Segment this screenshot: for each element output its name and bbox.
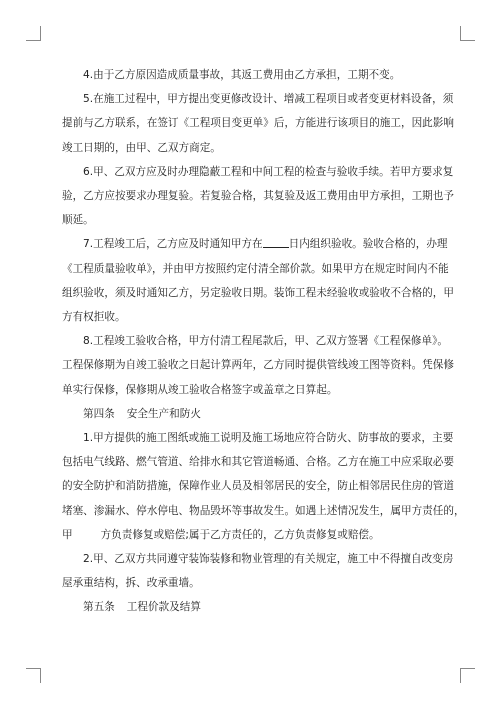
section-5-title: 工程价款及结算 — [126, 601, 201, 614]
section-4-number: 第四条 — [83, 407, 115, 420]
clause-7-line-1-part-a: 7.工程竣工后，乙方应及时通知甲方在 — [83, 238, 263, 251]
section-5-number: 第五条 — [83, 601, 115, 614]
clause-7-line-2: 《工程质量验收单》，并由甲方按照约定付清全部价款。如果甲方在规定时间内不能 — [62, 262, 449, 275]
section-4-clause-1 — [62, 426, 465, 547]
clause-7 — [62, 232, 454, 329]
clause-5-line-3: 竣工日期的，由甲、乙双方商定。 — [62, 141, 221, 154]
fill-in-blank-days[interactable] — [263, 235, 289, 248]
crop-mark-bottom-right — [460, 668, 475, 683]
section-4-clause-1-line-5-part-a: 甲 — [62, 528, 73, 541]
section-4-clause-2-line-2: 屋承重结构，拆、改承重墙。 — [62, 577, 200, 590]
clause-5-line-2: 提前与乙方联系，在签订《工程项目变更单》后，方能进行该项目的施工，因此影响 — [62, 117, 454, 130]
section-4-clause-2-line-1: 2.甲、乙双方共同遵守装饰装修和物业管理的有关规定，施工中不得擅自改变房 — [83, 553, 454, 566]
section-5-heading — [62, 595, 450, 619]
clause-6-line-3: 顺延。 — [62, 214, 94, 227]
section-4-clause-1-line-2: 包括电气线路、燃气管道、给排水和其它管道畅通、合格。乙方在施工中应采取必要 — [62, 456, 454, 469]
section-4-title: 安全生产和防火 — [126, 407, 201, 420]
section-4-clause-1-line-4: 堵塞、渗漏水、停水停电、物品毁坏等事故发生。如遇上述情况发生，属甲方责任的， — [62, 504, 465, 517]
crop-mark-top-right — [460, 26, 475, 41]
section-4-clause-1-line-1: 1.甲方提供的施工图纸或施工说明及施工场地应符合防火、防事故的要求，主要 — [83, 432, 454, 445]
crop-mark-top-left — [26, 26, 41, 41]
clause-7-line-1 — [62, 232, 450, 256]
clause-7-line-3: 组织验收，须及时通知乙方，另定验收日期。装饰工程未经验收或验收不合格的，甲 — [62, 286, 454, 299]
clause-8-line-1: 8.工程竣工验收合格，甲方付清工程尾款后，甲、乙双方签署《工程保修单》。 — [83, 335, 448, 348]
clause-8-line-3: 单实行保修，保修期从竣工验收合格签字或盖章之日算起。 — [62, 383, 338, 396]
clause-6-line-1: 6.甲、乙双方应及时办理隐蔽工程和中间工程的检查与验收手续。若甲方要求复 — [83, 165, 454, 178]
section-4-clause-1-line-5 — [62, 523, 450, 547]
section-4-clause-1-line-3: 的安全防护和消防措施，保障作业人员及相邻居民的安全，防止相邻居民住房的管道 — [62, 480, 454, 493]
clause-5-line-1: 5.在施工过程中，甲方提出变更修改设计、增减工程项目或者变更材料设备，须 — [83, 93, 454, 106]
clause-7-line-1-part-b: 日内组织验收。验收合格的，办理 — [288, 238, 448, 251]
clause-7-line-4: 方有权拒收。 — [62, 311, 126, 324]
clause-6 — [62, 160, 454, 233]
crop-mark-bottom-left — [26, 668, 41, 683]
section-4-clause-1-line-5-part-b: 方负责修复或赔偿;属于乙方责任的，乙方负责修复或赔偿。 — [100, 528, 380, 541]
section-4-heading — [62, 402, 450, 426]
clause-6-line-2: 验，乙方应按要求办理复验。若复验合格，其复验及返工费用由甲方承担，工期也予 — [62, 190, 454, 203]
clause-8-line-2: 工程保修期为自竣工验收之日起计算两年，乙方同时提供管线竣工图等资料。凭保修 — [62, 359, 454, 372]
clause-4: 4.由于乙方原因造成质量事故，其返工费用由乙方承担，工期不变。 — [83, 69, 401, 81]
section-4-clause-2 — [62, 547, 454, 595]
clause-5 — [62, 87, 454, 160]
document-body — [62, 63, 465, 620]
clause-8 — [62, 329, 454, 402]
